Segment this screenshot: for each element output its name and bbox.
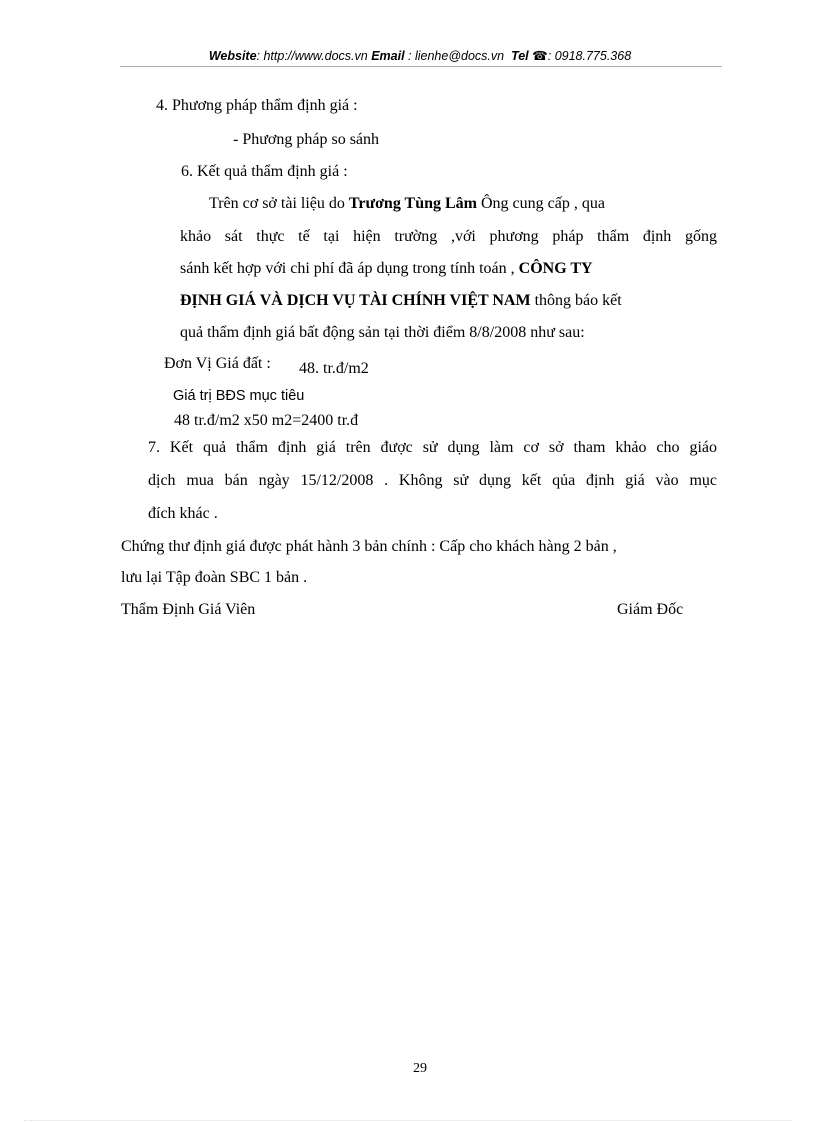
target-value-calculation: 48 tr.đ/m2 x50 m2=2400 tr.đ	[174, 412, 359, 429]
signer-appraiser: Thẩm Định Giá Viên	[121, 601, 256, 618]
email-label: Email	[371, 49, 405, 63]
paragraph-1-line-3-text: sánh kết hợp với chi phí đã áp dụng trong tính toán ,	[180, 260, 519, 277]
unit-price-value: 48. tr.đ/m2	[299, 360, 369, 377]
page-number: 29	[413, 1061, 427, 1076]
tel-number: 0918.775.368	[554, 49, 632, 63]
tel-separator: :	[547, 49, 555, 63]
signer-director: Giám Đốc	[617, 601, 684, 618]
certificate-line-1: Chứng thư định giá được phát hành 3 bản chính : Cấp cho khách hàng 2 bản ,	[121, 538, 617, 555]
certificate-line-2: lưu lại Tập đoàn SBC 1 bản .	[121, 569, 308, 586]
paragraph-1-line-3	[180, 259, 717, 279]
paragraph-1-line-4	[180, 291, 622, 311]
phone-icon: ☎	[532, 49, 548, 63]
paragraph-1-text-b: Ông cung cấp , qua	[477, 195, 605, 212]
website-url[interactable]: http://www.docs.vn	[263, 49, 368, 63]
paragraph-1-line-2: khảo sát thực tế tại hiện trường ,với phương pháp thẩm định gống	[180, 228, 717, 245]
email-separator: :	[404, 49, 415, 63]
section-4-method: - Phương pháp so sánh	[233, 131, 380, 148]
tel-label: Tel	[511, 49, 529, 63]
header-divider	[120, 66, 722, 67]
unit-price-label: Đơn Vị Giá đất :	[164, 355, 271, 372]
email-address[interactable]: lienhe@docs.vn	[414, 49, 505, 63]
company-name-part-1: CÔNG TY	[518, 260, 593, 277]
company-name-part-2: ĐỊNH GIÁ VÀ DỊCH VỤ TÀI CHÍNH VIỆT NAM	[180, 292, 531, 309]
paragraph-1-line-4-text: thông báo kết	[530, 292, 622, 309]
section-7-line-3: đích khác .	[148, 505, 218, 522]
section-4-heading: 4. Phương pháp thẩm định giá :	[156, 97, 358, 114]
target-value-label: Giá trị BĐS mục tiêu	[173, 388, 305, 404]
website-label: Website	[208, 49, 257, 63]
client-name: Trương Tùng Lâm	[348, 195, 477, 212]
section-6-heading: 6. Kết quả thẩm định giá :	[181, 163, 348, 180]
paragraph-1-line-5: quả thẩm định giá bất động sản tại thời điểm 8/8/2008 như sau:	[180, 324, 585, 341]
section-7-line-2: dịch mua bán ngày 15/12/2008 . Không sử dụng kết qủa định giá vào mục	[148, 472, 717, 489]
paragraph-1-line-1	[209, 194, 717, 214]
paragraph-1-text-a: Trên cơ sở tài liệu do	[209, 195, 349, 212]
page-header	[120, 48, 720, 63]
footer-divider	[24, 1120, 792, 1121]
section-7-line-1: 7. Kết quả thẩm định giá trên được sử dụng làm cơ sở tham khảo cho giáo	[148, 439, 717, 456]
website-separator: :	[256, 49, 264, 63]
